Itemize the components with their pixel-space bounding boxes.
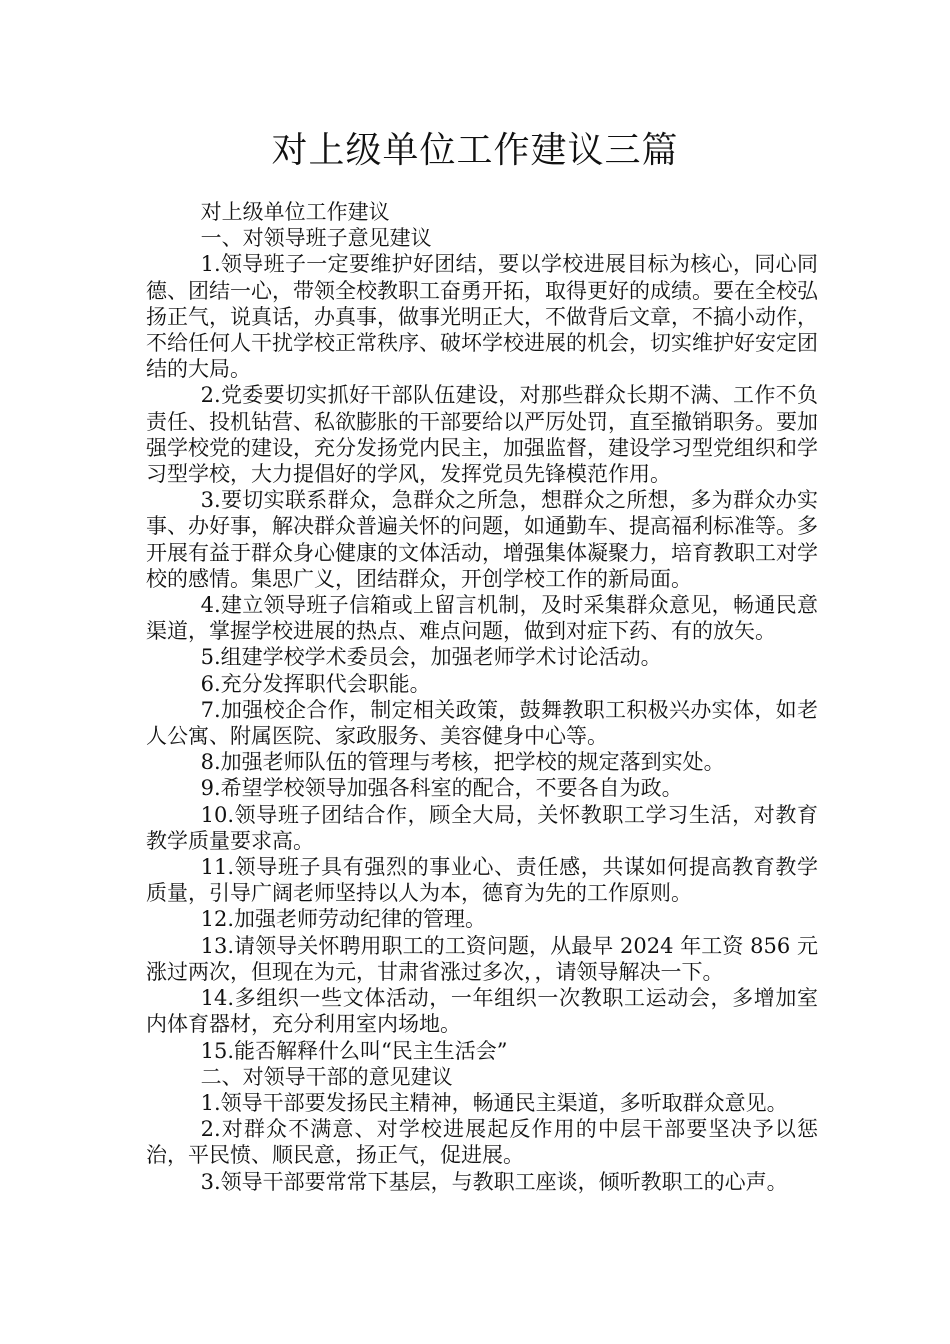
paragraph: 15.能否解释什么叫“民主生活会”: [200, 1038, 508, 1063]
paragraph: 12.加强老师劳动纪律的管理。: [200, 907, 486, 932]
document-body: [146, 199, 818, 1195]
paragraph: 8.加强老师队伍的管理与考核，把学校的规定落到实处。: [200, 750, 725, 775]
paragraph: 3.领导干部要常常下基层，与教职工座谈，倾听教职工的心声。: [200, 1169, 788, 1194]
paragraph: 5.组建学校学术委员会，加强老师学术讨论活动。: [200, 645, 662, 670]
paragraph: 1.领导班子一定要维护好团结，要以学校进展目标为核心，同心同德、团结一心，带领全校教职工奋勇开拓，取得更好的成绩。要在全校弘扬正气，说真话，办真事，做事光明正大，不做背后文章，不搞小动作，不给任何人干扰学校正常秩序、破坏学校进展的机会，切实维护好安定团结的大局。: [146, 252, 818, 382]
paragraph: 9.希望学校领导加强各科室的配合，不要各自为政。: [200, 776, 683, 801]
section-heading: 二、对领导干部的意见建议: [200, 1064, 453, 1089]
paragraph: 3.要切实联系群众，急群众之所急，想群众之所想，多为群众办实事、办好事，解决群众普遍关怀的问题，如通勤车、提高福利标准等。多开展有益于群众身心健康的文体活动，增强集体凝聚力，培育教职工对学校的感情。集思广义，团结群众，开创学校工作的新局面。: [146, 488, 818, 591]
paragraph: 14.多组织一些文体活动，一年组织一次教职工运动会，多增加室内体育器材，充分利用室内场地。: [146, 986, 818, 1037]
paragraph: 2.对群众不满意、对学校进展起反作用的中层干部要坚决予以惩治，平民愤、顺民意，扬正气，促进展。: [146, 1117, 818, 1168]
paragraph: 10.领导班子团结合作，顾全大局，关怀教职工学习生活，对教育教学质量要求高。: [146, 802, 818, 853]
paragraph: 6.充分发挥职代会职能。: [200, 671, 431, 696]
section-heading: 一、对领导班子意见建议: [200, 226, 432, 251]
paragraph: 2.党委要切实抓好干部队伍建设，对那些群众长期不满、工作不负责任、投机钻营、私欲膨胀的干部要给以严厉处罚，直至撤销职务。要加强学校党的建设，充分发扬党内民主，加强监督，建设学习型党组织和学习型学校，大力提倡好的学风，发挥党员先锋模范作用。: [146, 383, 818, 487]
paragraph: 1.领导干部要发扬民主精神，畅通民主渠道，多听取群众意见。: [200, 1090, 788, 1115]
paragraph: 7.加强校企合作，制定相关政策，鼓舞教职工积极兴办实体，如老人公寓、附属医院、家政服务、美容健身中心等。: [146, 697, 818, 749]
paragraph: 13.请领导关怀聘用职工的工资问题，从最早 2024 年工资 856 元涨过两次，但现在为元，甘肃省涨过多次，，请领导解决一下。: [146, 933, 818, 984]
document-subtitle: 对上级单位工作建议: [200, 200, 390, 224]
paragraph: 11.领导班子具有强烈的事业心、责任感，共谋如何提高教育教学质量，引导广阔老师坚持以人为本，德育为先的工作原则。: [146, 855, 818, 906]
document-title: 对上级单位工作建议三篇: [271, 130, 679, 171]
paragraph: 4.建立领导班子信箱或上留言机制，及时采集群众意见，畅通民意渠道，掌握学校进展的热点、难点问题，做到对症下药、有的放矢。: [146, 593, 818, 644]
